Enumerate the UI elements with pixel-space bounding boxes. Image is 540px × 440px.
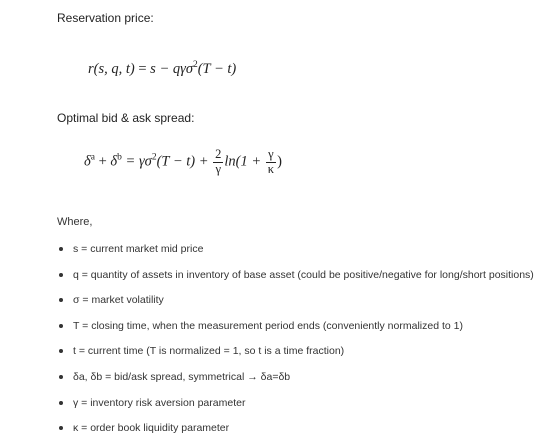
- delta-b: δ: [110, 153, 118, 170]
- definition-item: [59, 240, 534, 266]
- definition-item: [59, 368, 534, 394]
- definition-text: γ = inventory risk aversion parameter: [73, 396, 246, 409]
- closing-paren: ): [277, 153, 282, 170]
- formula-lhs: r(s, q, t): [88, 61, 135, 77]
- definition-text: T = closing time, when the measurement period ends (conveniently normalized to 1): [73, 319, 463, 332]
- definition-item: [59, 291, 534, 317]
- definition-text: σ = market volatility: [73, 294, 164, 307]
- bullet-dot-icon: [59, 298, 63, 302]
- definition-item: [59, 342, 534, 368]
- spread-rhs-prefix: = γσ: [125, 153, 152, 170]
- spread-formula: [84, 148, 282, 177]
- formula-rhs-suffix: (T − t): [197, 61, 237, 77]
- bullet-dot-icon: [59, 324, 63, 328]
- fraction-numerator: γ: [268, 147, 274, 161]
- bullet-dot-icon: [59, 375, 63, 379]
- fraction-denominator: γ: [213, 162, 223, 177]
- fraction-gamma-over-kappa: [266, 148, 276, 177]
- spread-rhs-mid: (T − t) +: [156, 153, 209, 170]
- log-term: ln(1 +: [224, 153, 262, 170]
- delta-a: δ: [84, 153, 91, 170]
- bullet-dot-icon: [59, 401, 63, 405]
- spread-exponent: 2: [151, 152, 157, 163]
- definition-text: δa, δb = bid/ask spread, symmetrical → δa=δb: [73, 370, 291, 383]
- fraction-numerator: 2: [215, 147, 222, 161]
- plus-sign: +: [98, 153, 107, 170]
- definition-text: s = current market mid price: [73, 243, 204, 255]
- reservation-price-formula: r(s, q, t) = s − qγσ$^2$(T − t): [88, 60, 237, 77]
- definition-item: [59, 317, 534, 343]
- bullet-dot-icon: [59, 349, 63, 353]
- fraction-two-over-gamma: [213, 148, 223, 177]
- reservation-price-heading: Reservation price:: [57, 11, 154, 25]
- bullet-dot-icon: [59, 426, 63, 430]
- definitions-list: [59, 240, 534, 440]
- where-label: Where,: [57, 216, 93, 228]
- definition-text: t = current time (T is normalized = 1, so t is a time fraction): [73, 345, 345, 358]
- definition-text: q = quantity of assets in inventory of base asset (could be positive/negative for long/short positions): [73, 268, 534, 281]
- fraction-denominator: κ: [267, 161, 275, 176]
- spread-heading: Optimal bid & ask spread:: [57, 111, 195, 125]
- delta-b-sup: b: [117, 152, 122, 163]
- delta-a-sup: a: [90, 152, 95, 163]
- bullet-dot-icon: [59, 247, 63, 251]
- formula-rhs-prefix: s − qγσ: [150, 61, 193, 77]
- bullet-dot-icon: [59, 273, 63, 277]
- definition-item: [59, 266, 534, 292]
- definition-item: [59, 419, 534, 440]
- formula-exponent: 2: [192, 60, 198, 70]
- definition-item: [59, 394, 534, 420]
- definition-text: κ = order book liquidity parameter: [73, 422, 230, 435]
